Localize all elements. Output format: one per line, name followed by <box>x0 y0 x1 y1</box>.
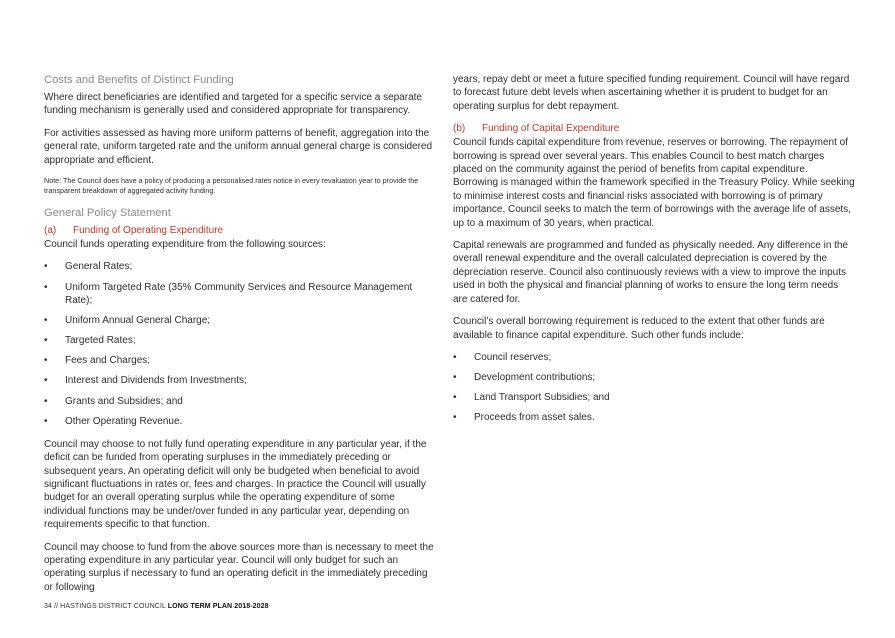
list-item: • Council reserves; <box>453 351 855 364</box>
paragraph-capital-renewals: Capital renewals are programmed and funded as physically needed. Any difference in the overall renewal expenditure and the overall calculated depreciation is covered by the depreciation reserve. Council also continuously reviews with a view to improve the inputs used in both the physical and financial planning of works to ensure the long term needs are catered for. <box>453 240 849 305</box>
paragraph-uniform-patterns: For activities assessed as having more uniform patterns of benefit, aggregation into the general rate, uniform targeted rate and the uniform annual general charge is considered appropriate and efficient. <box>44 127 433 166</box>
other-funds-list <box>453 351 855 425</box>
subheading-operating-expenditure <box>44 224 436 237</box>
section-heading-general-policy: General Policy Statement <box>44 207 171 220</box>
subheading-capital-expenditure <box>453 122 855 135</box>
list-item: • Interest and Dividends from Investments; <box>44 374 436 387</box>
section-heading-costs-benefits: Costs and Benefits of Distinct Funding <box>44 74 234 86</box>
paragraph-operating-deficit: Council may choose to not fully fund operating expenditure in any particular year, if the deficit can be funded from operating surpluses in the immediately preceding or subsequent years. An operating deficit will only be budgeted when beneficial to avoid significant fluctuations in rates or, fees and charges. In practice the Council will usually budget for an overall operating surplus while the operating expenditure of some individual functions may be under/over funded in any particular year, depending on requirements specific to that function. <box>44 438 427 531</box>
right-column <box>453 73 855 434</box>
list-item: • Fees and Charges; <box>44 354 436 367</box>
paragraph-capital-funding: Council funds capital expenditure from revenue, reserves or borrowing. The repayment of borrowing is spread over several years. This enables Council to best match charges placed on the community against the period of benefits from capital expenditure. Borrowing is managed within the framework specified in the Treasury Policy. While seeking to minimise interest costs and financial risks associated with borrowing is of primary importance, Council seeks to match the term of borrowings with the average life of assets, up to a maximum of 30 years, when practical. <box>453 137 855 229</box>
paragraph-direct-beneficiaries: Where direct beneficiaries are identified and targeted for a specific service a separate funding mechanism is generally used and considered appropriate for transparency. <box>44 92 422 117</box>
paragraph-borrowing-requirement: Council’s overall borrowing requirement is reduced to the extent that other funds are available to finance capital expenditure. Such other funds include: <box>453 316 825 341</box>
left-column <box>44 73 436 603</box>
footer-page-label: 34 // HASTINGS DISTRICT COUNCIL <box>44 603 168 610</box>
paragraph-operating-sources-intro: Council funds operating expenditure from the following sources: <box>44 239 326 251</box>
list-item: • Development contributions; <box>453 371 855 384</box>
paragraph-debt-repayment: years, repay debt or meet a future specified funding requirement. Council will have regard to forecast future debt levels when ascertaining whether it is prudent to budget for an operating surplus for debt repayment. <box>453 74 850 112</box>
rates-notice-note: Note: The Council does have a policy of producing a personalised rates notice in every revaluation year to provide the transparent breakdown of aggregated activity funding. <box>44 176 419 196</box>
list-item: • Targeted Rates; <box>44 334 436 347</box>
list-item: • Land Transport Subsidies; and <box>453 391 855 404</box>
list-item: • Uniform Annual General Charge; <box>44 314 436 327</box>
list-item: • Grants and Subsidies; and <box>44 395 436 408</box>
paragraph-operating-surplus: Council may choose to fund from the above sources more than is necessary to meet the operating expenditure in any particular year. Council will only budget for such an operating surplus if necessary to fund an operating deficit in the immediately preceding or following <box>44 541 434 593</box>
subheading-title: Funding of Operating Expenditure <box>73 225 224 237</box>
list-item: • General Rates; <box>44 260 436 273</box>
footer-document-title: LONG TERM PLAN 2018-2028 <box>167 603 269 610</box>
list-item: • Uniform Targeted Rate (35% Community Services and Resource Management Rate); <box>44 281 436 307</box>
list-item: • Proceeds from asset sales. <box>453 411 855 424</box>
subheading-number: (a) <box>44 225 57 237</box>
subheading-number: (b) <box>453 123 466 135</box>
operating-sources-list <box>44 260 436 427</box>
list-item: • Other Operating Revenue. <box>44 415 436 428</box>
page-footer <box>44 603 269 610</box>
subheading-title: Funding of Capital Expenditure <box>482 123 620 135</box>
